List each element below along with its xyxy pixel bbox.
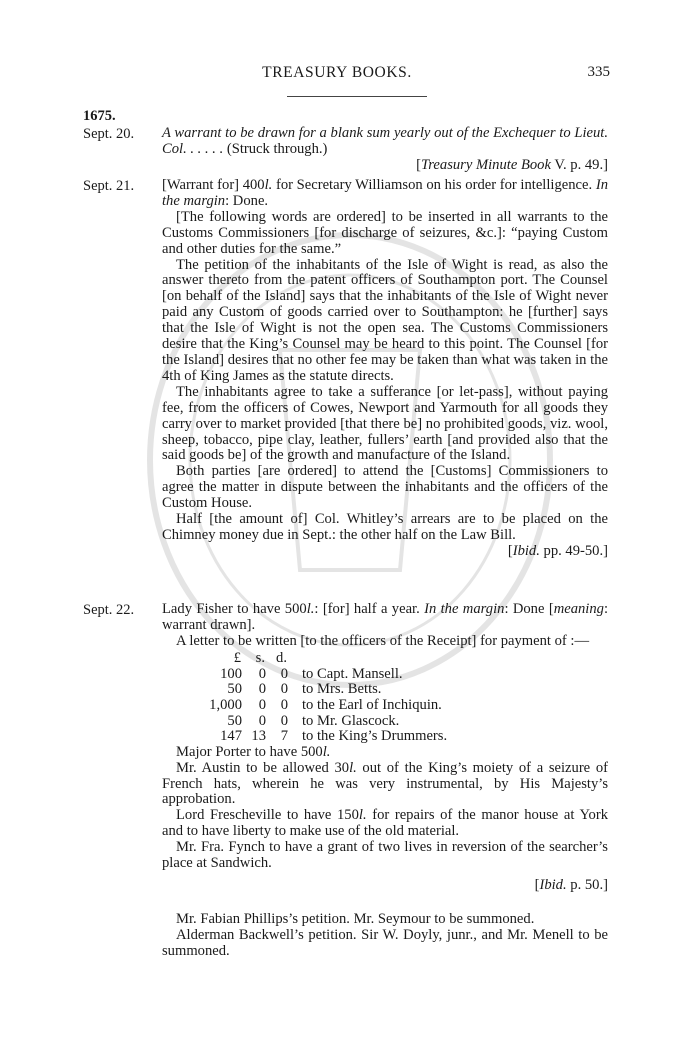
year-label: 1675. bbox=[83, 108, 116, 124]
closing-entries bbox=[162, 912, 608, 960]
table-row: 147 13 7 to the King’s Drummers. bbox=[220, 728, 448, 745]
entry-date: Sept. 21. bbox=[83, 178, 135, 194]
entry-text-italic: A warrant to be drawn for a blank sum yearly out of the Exchequer to Lieut. Col. . . . . . bbox=[162, 125, 608, 157]
citation: [Treasury Minute Book V. p. 49.] bbox=[416, 156, 608, 173]
citation: [Ibid. pp. 49-50.] bbox=[507, 542, 608, 559]
entry-body bbox=[162, 602, 608, 894]
paragraph: The inhabitants agree to take a sufferance [or let-pass], without paying fee, from the officers of Cowes, Newport and Yarmouth for all goods they carry over to market provided [that there be] no prohibited goods, viz. wool, sheep, tobacco, pipe clay, leather, fullers’ earth [and provided also that the said goods be] of the growth and manufacture of the Island. bbox=[162, 383, 608, 464]
payment-table-header: £ s. d. bbox=[233, 649, 287, 666]
paragraph: [The following words are ordered] to be inserted in all warrants to the Customs Commissioners [for discharge of seizures, &c.]: “paying Custom and other duties for the same.” bbox=[162, 208, 608, 257]
entry-body bbox=[162, 126, 608, 174]
entry-date: Sept. 22. bbox=[83, 602, 135, 618]
payment-table bbox=[202, 650, 447, 745]
entry-text: (Struck through.) bbox=[223, 140, 328, 157]
paragraph: Mr. Austin to be allowed 30l. out of the King’s moiety of a seizure of French hats, wherein he was very instrumental, by His Majesty’s approbation. bbox=[162, 759, 608, 808]
header-rule bbox=[287, 96, 427, 97]
paragraph: A letter to be written [to the officers of the Receipt] for payment of :— bbox=[176, 632, 590, 649]
table-row: 1,000 0 0 to the Earl of Inchiquin. bbox=[209, 696, 442, 713]
table-row: 50 0 0 to Mrs. Betts. bbox=[227, 681, 382, 698]
paragraph: Mr. Fabian Phillips’s petition. Mr. Seymour to be summoned. bbox=[176, 911, 535, 927]
paragraph: Lord Frescheville to have 150l. for repairs of the manor house at York and to have liberty to make use of the old material. bbox=[162, 807, 609, 840]
paragraph: Both parties [are ordered] to attend the [Customs] Commissioners to agree the matter in dispute between the inhabitants and the officers of the Custom House. bbox=[162, 463, 608, 512]
paragraph: [Warrant for] 400l. for Secretary Williamson on his order for intelligence. In the margin: Done. bbox=[162, 177, 608, 209]
paragraph: Major Porter to have 500l. bbox=[176, 743, 331, 760]
table-row: 100 0 0 to Capt. Mansell. bbox=[220, 665, 403, 682]
paragraph: Lady Fisher to have 500l.: [for] half a year. In the margin: Done [meaning: warrant drawn]. bbox=[162, 601, 609, 633]
table-row: 50 0 0 to Mr. Glascock. bbox=[227, 712, 400, 729]
paragraph: Half [the amount of] Col. Whitley’s arrears are to be placed on the Chimney money due in Sept.: the other half on the Law Bill. bbox=[162, 511, 608, 543]
paragraph: Mr. Fra. Fynch to have a grant of two lives in reversion of the searcher’s place at Sandwich. bbox=[162, 839, 608, 872]
page-header bbox=[0, 64, 674, 88]
paragraph: The petition of the inhabitants of the Isle of Wight is read, as also the answer thereto from the patent officers of Southampton port. The Counsel [on behalf of the Island] says that the inhabitants of the Isle of Wight never paid any Custom of goods carried over to Southampton: he [further] says that the Isle of Wight is not the open sea. The Customs Commissioners desire that the King’s Counsel may be heard to this point. The Counsel [for the Island] desires that no other fee may be taken than what was taken in the 4th of King James as the statute directs. bbox=[162, 256, 608, 384]
page-number: 335 bbox=[587, 64, 610, 80]
entry-body bbox=[162, 178, 608, 560]
paragraph: Alderman Backwell’s petition. Sir W. Doyly, junr., and Mr. Menell to be summoned. bbox=[162, 926, 608, 959]
running-title: TREASURY BOOKS. bbox=[262, 64, 412, 81]
citation: [Ibid. p. 50.] bbox=[534, 876, 608, 893]
entry-date: Sept. 20. bbox=[83, 126, 135, 142]
